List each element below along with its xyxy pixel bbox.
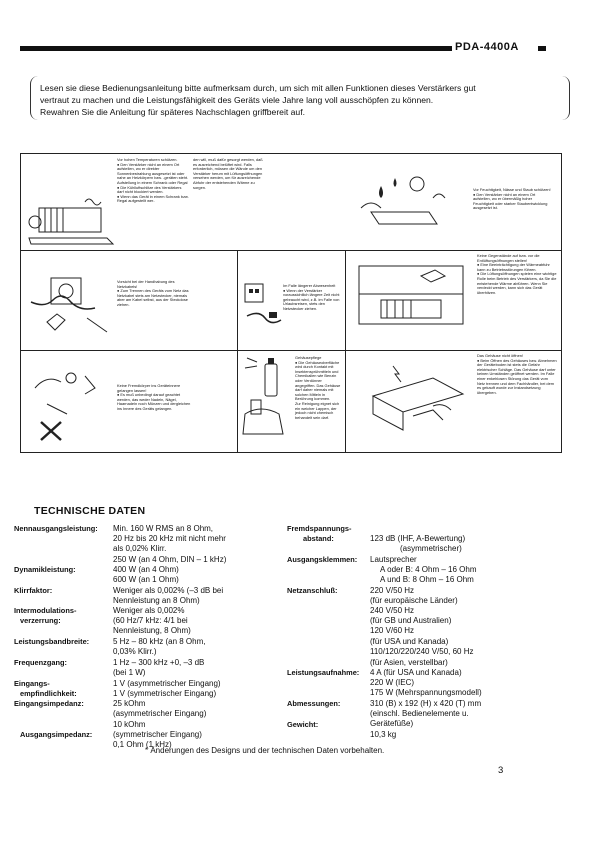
spec-label: Klirrfaktor: <box>14 586 53 595</box>
spec-value: 20 Hz bis 20 kHz mit nicht mehr <box>113 534 226 543</box>
spec-value: Nennleistung an 8 Ohm) <box>113 596 200 605</box>
spec-label: abstand: <box>303 534 334 543</box>
header-rule <box>20 46 452 51</box>
warning-moisture-text: Vor Feuchtigkeit, Nässe und Staub schützen! ● Den Verstärker nicht an einem Ort aufstellen, wo er übermäßig hoher Feuchtigkeit oder starker Staubentwicklung ausgesetzt ist. <box>473 187 551 211</box>
open-cabinet-illustration <box>353 356 473 446</box>
spec-value: als 0,02% Klirr. <box>113 544 167 553</box>
spec-label: Ausgangsklemmen: <box>287 555 358 564</box>
spec-value: 220 V/50 Hz <box>370 586 415 595</box>
footnote: * Änderungen des Designs und der technischen Daten vorbehalten. <box>145 746 385 755</box>
unplugged-illustration <box>241 264 283 334</box>
warning-cabinet-care <box>237 350 345 452</box>
spec-value: 0,03% Klirr.) <box>113 647 157 656</box>
warning-foreign-objects-text: Keine Fremdkörper ins Geräteinnere gelangen lassen! ● Es muß unbedingt darauf geachtet werden, das weder Nadeln, Nägel, Haarnadeln noch Münzen und dergleichen ins Innere des Geräts gelangen. <box>117 383 191 411</box>
power-cord-illustration <box>27 272 113 340</box>
warning-heat-text-b: den will, muß dafür gesorgt werden, daß es ausreichend belüftet wird. Falls erforderlich, müssen die Wände um den Verstärker herum mit Lüftungsöffnungen versehen werden, um für ausreichende Abfuhr der entstehenden Wärme zu sorgen. <box>193 157 263 190</box>
intro-line: Lesen sie diese Bedienungsanleitung bitte aufmerksam durch, um sich mit allen Funktionen dieses Verstärkers gut <box>40 83 476 93</box>
moisture-illustration <box>351 168 451 238</box>
warning-cord <box>21 250 237 350</box>
spec-value: Nennleistung, 8 Ohm) <box>113 626 191 635</box>
spec-value: (für Asien, verstellbar) <box>370 658 448 667</box>
spec-label: empfindlichkeit: <box>20 689 77 698</box>
page-number: 3 <box>498 765 504 776</box>
spec-label: Gewicht: <box>287 720 319 729</box>
warning-ventilation <box>345 250 561 350</box>
spec-value: (einschl. Bedienelemente u. <box>370 709 469 718</box>
ventilation-illustration <box>351 256 471 342</box>
spec-label: Dynamikleistung: <box>14 565 76 574</box>
warning-ventilation-text: Keine Gegenstände auf bzw. vor die Entlüftungsöffnungen stellen! ● Eine Beeinträchtigung der Wärmeabfuhr kann zu Betriebsstörungen führen. ● Die Lüftungsöffnungen spielen eine wichtige Rolle beim Betrieb des Verstärkers, da Sie die entstehende Wärme abführen. Wenn Sie verdeckt werden, kann sich das Gerät überhitzen. <box>477 253 557 295</box>
spec-value: (für europäische Länder) <box>370 596 458 605</box>
spec-value: 0,1 Ohm (1 kHz) <box>113 740 172 749</box>
spec-value: (bei 1 W) <box>113 668 146 677</box>
warnings-grid <box>20 153 562 453</box>
spec-value: (für GB und Australien) <box>370 616 452 625</box>
spec-label: Frequenzgang: <box>14 658 67 667</box>
spec-label: Abmessungen: <box>287 699 341 708</box>
spec-value: 240 V/50 Hz <box>370 606 415 615</box>
spec-value: 220 W (IEC) <box>370 678 415 687</box>
spec-label: verzerrung: <box>20 616 61 625</box>
spec-value: 310 (B) x 192 (H) x 420 (T) mm <box>370 699 482 708</box>
spec-value: (asymmetrischer Eingang) <box>113 709 207 718</box>
amplifier-heat-illustration <box>27 194 115 246</box>
intro-line: Rewahren Sie die Anleitung für späteres Nachschlagen griffbereit auf. <box>40 107 305 117</box>
spec-value: 600 W (an 1 Ohm) <box>113 575 179 584</box>
spec-value: 1 V (symmetrischer Eingang) <box>113 689 217 698</box>
warning-foreign-objects <box>21 350 237 452</box>
spec-value: (asymmetrischer) <box>400 544 462 553</box>
spec-value: Min. 160 W RMS an 8 Ohm, <box>113 524 214 533</box>
spec-value: 120 V/60 Hz <box>370 626 415 635</box>
warning-moisture <box>345 154 561 250</box>
spec-value: 1 Hz – 300 kHz +0, –3 dB <box>113 658 205 667</box>
foreign-objects-illustration <box>27 364 117 448</box>
spec-value: Lautsprecher <box>370 555 417 564</box>
spec-value: 1 V (asymmetrischer Eingang) <box>113 679 221 688</box>
spec-value: 175 W (Mehrspannungsmodell) <box>370 688 482 697</box>
warning-heat <box>21 154 345 250</box>
spec-label: Intermodulations- <box>14 606 77 615</box>
spec-value: 25 kOhm <box>113 699 146 708</box>
warning-cord-text: Vorsicht bei der Handhabung des Netzkabels! ● Zum Trennen des Geräts vom Netz das Netzkabel stets am Netzstecker, niemals aber am Kabel selbst, aus der Steckdose ziehen. <box>117 279 189 307</box>
spec-label: Fremdspannungs- <box>287 524 352 533</box>
warning-do-not-open <box>345 350 561 452</box>
spec-value: Weniger als 0,002% <box>113 606 185 615</box>
spec-value: 110/120/220/240 V/50, 60 Hz <box>370 647 474 656</box>
spec-value: 123 dB (IHF, A-Bewertung) <box>370 534 466 543</box>
warning-cabinet-care-text: Gehäusepflege ● Die Gehäuseoberfläche wird durch Kontakt mit Insektensprühmitteln und Chemikalien wie Benzin oder Verdünner angegriffen. Das Gehäuse darf daher niemals mit solchen Mitteln in Berührung kommen. Zur Reinigung eignet sich ein weicher Lappen, der jedoch nicht chemisch behandelt sein darf. <box>295 355 341 420</box>
intro-text <box>40 82 565 118</box>
spec-label: Ausgangsimpedanz: <box>20 730 93 739</box>
spray-can-illustration <box>239 354 295 446</box>
spec-label: Leistungsbandbreite: <box>14 637 90 646</box>
model-title: PDA-4400A <box>455 41 519 53</box>
spec-value: A und B: 8 Ohm – 16 Ohm <box>380 575 474 584</box>
warning-heat-text-a: Vor hohen Temperaturen schützen. ● Den Verstärker nicht an einem Ort aufstellen, wo er direkter Sonnenbestrahlung ausgesetzt ist oder nahe an Heizkörpern bzw. -geräten steht. Aufstellung in einem Schrank oder Regal ● Die Kühlluftschlitze des Verstärkers darf nicht blockiert werden. ● Wenn das Gerät in einem Schrank bzw. Regal aufgestellt wer- <box>117 157 189 204</box>
spec-value: 4 A (für USA und Kanada) <box>370 668 462 677</box>
spec-label: Netzanschluß: <box>287 586 338 595</box>
spec-value: (symmetrischer Eingang) <box>113 730 202 739</box>
spec-value: (60 Hz/7 kHz: 4/1 bei <box>113 616 188 625</box>
warning-do-not-open-text: Das Gehäuse nicht öffnen! ● Beim Öffnen des Gehäuses bzw. Abnehmen der Geräteboden ist stets die Gefahr elektrischer Schläge. Das Gehäuse darf unter keinen Umständen geöffnet werden. Im Falle einer enkehlosen Störung das Gerät vom Netz trennen und dem Fachhändler, bei dem es gekauft wurde zur Instandsetzung übergeben. <box>477 353 557 395</box>
intro-line: vertraut zu machen und die Leistungsfähigkeit des Geräts viele Jahre lang voll ausschöpfen zu können. <box>40 95 434 105</box>
spec-value: (für USA und Kanada) <box>370 637 449 646</box>
spec-value: 250 W (an 4 Ohm, DIN – 1 kHz) <box>113 555 227 564</box>
spec-label: Eingangs- <box>14 679 50 688</box>
warning-absence <box>237 250 345 350</box>
spec-value: Weniger als 0,002% (–3 dB bei <box>113 586 224 595</box>
warning-absence-text: Im Falle längerer Abwesenheit ● Wenn der Verstärker voraussichtlich längere Zeit nicht gebraucht wird, z.B. im Falle von Urlaubsreisen, stets den Netzstecker ziehen. <box>283 283 340 311</box>
spec-label: Eingangsimpedanz: <box>14 699 84 708</box>
spec-value: 400 W (an 4 Ohm) <box>113 565 179 574</box>
specs-title: TECHNISCHE DATEN <box>34 505 146 517</box>
spec-value: 5 Hz – 80 kHz (an 8 Ohm, <box>113 637 206 646</box>
spec-value: 10 kOhm <box>113 720 146 729</box>
header-rule-end <box>538 46 546 51</box>
spec-label: Leistungsaufnahme: <box>287 668 360 677</box>
spec-value: Gerätefüße) <box>370 719 414 728</box>
spec-value: A oder B: 4 Ohm – 16 Ohm <box>380 565 477 574</box>
spec-label: Nennausgangsleistung: <box>14 524 98 533</box>
spec-value: 10,3 kg <box>370 730 397 739</box>
